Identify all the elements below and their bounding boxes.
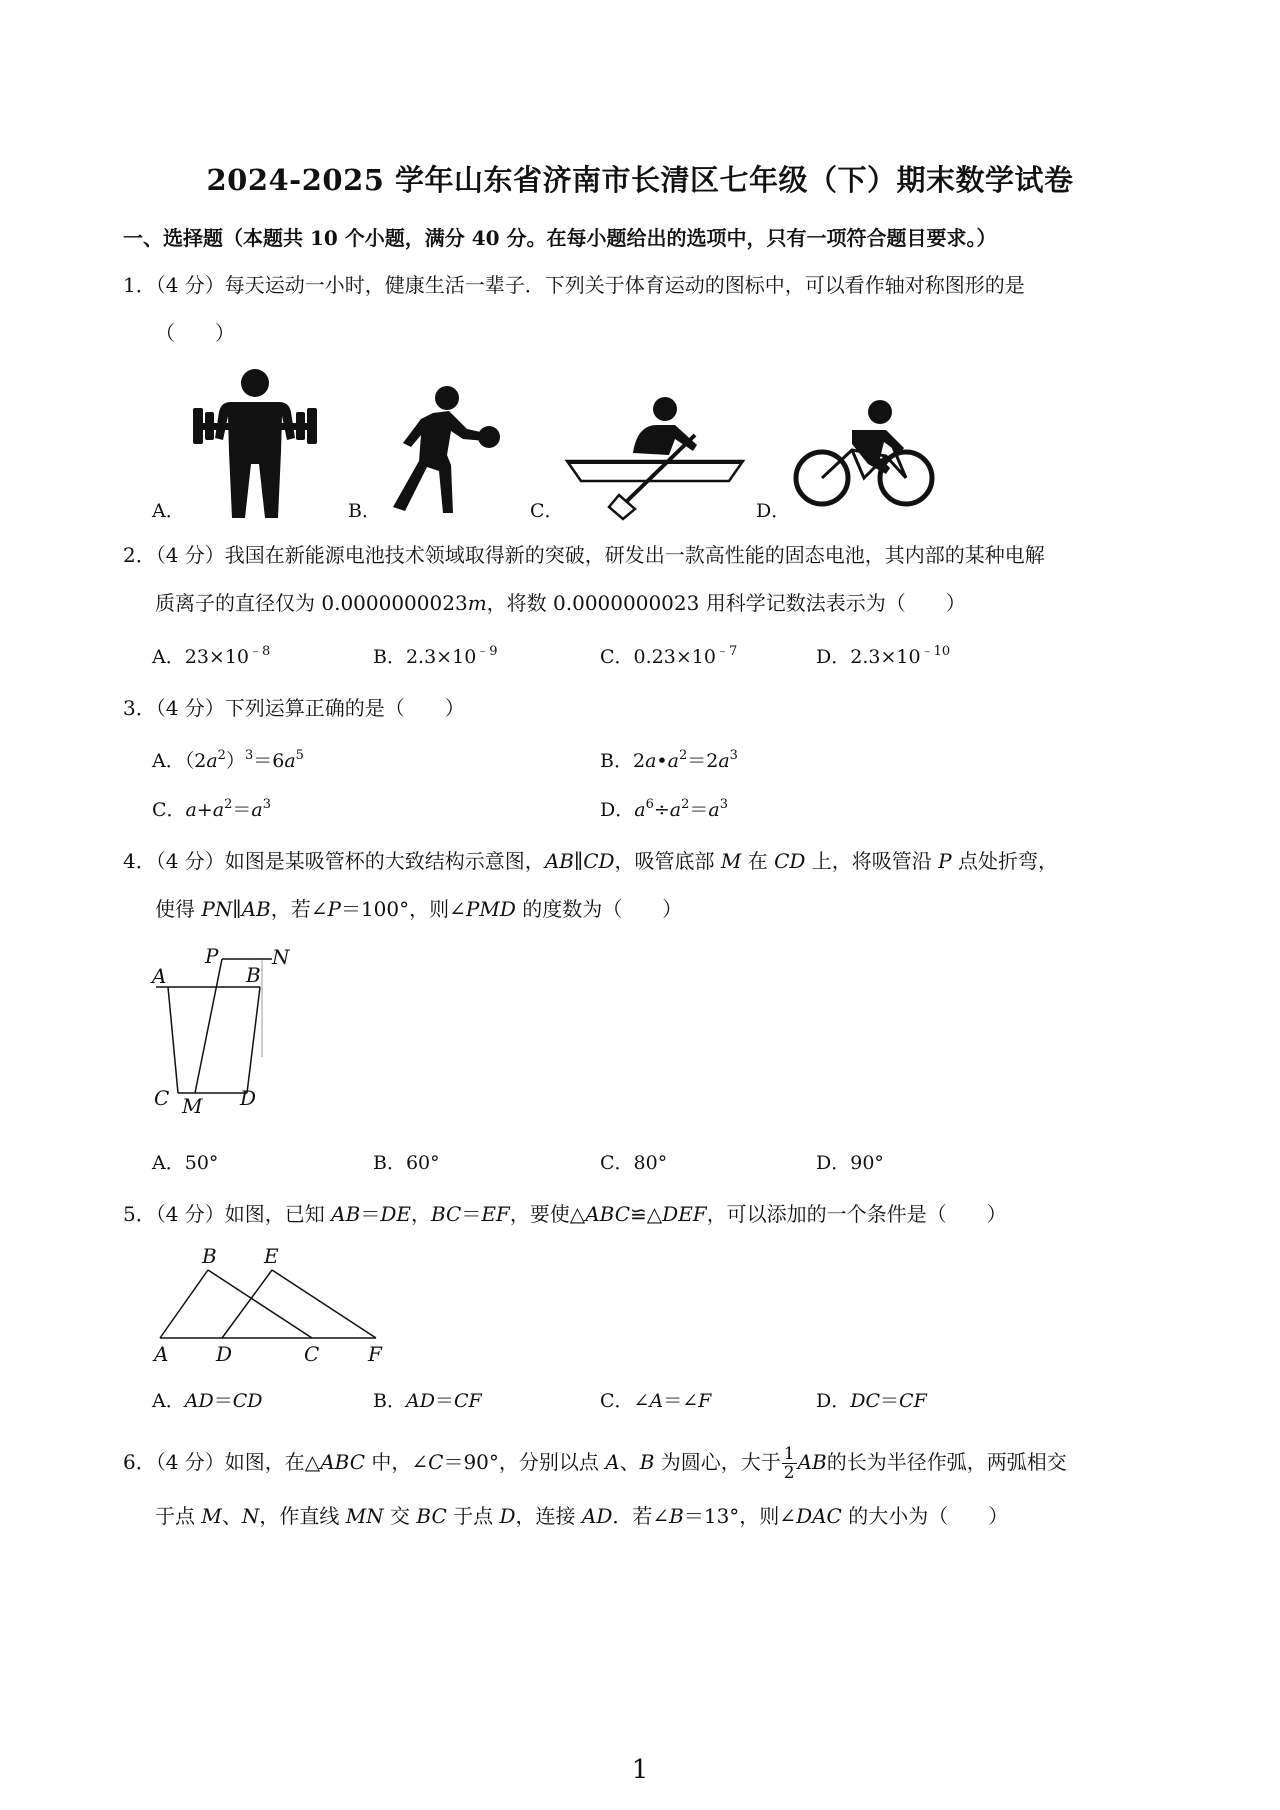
- q5-label-e: E: [264, 1244, 279, 1268]
- q4-option-c: C．80°: [600, 1152, 668, 1174]
- q2-option-d: D．$2.3\times 10^{﹣10}$: [816, 644, 951, 668]
- q3-option-d: D．$a^6\div a^2=a^3$: [600, 797, 728, 821]
- q1-option-d-label: D．: [756, 500, 791, 522]
- q1-option-a-label: A．: [152, 500, 185, 522]
- q6-stem-line1: 6．（4 分）如图，在△ABC 中，∠C＝90°，分别以点 A、B 为圆心，大于 $\frac{1}{2}$ AB的长为半径作弧，两弧相交: [123, 1444, 1067, 1483]
- q5-option-a: A．AD＝CD: [152, 1390, 263, 1412]
- weightlifting-icon: [185, 368, 325, 518]
- q4-label-n: N: [272, 945, 290, 969]
- cycling-icon: [792, 398, 937, 518]
- q2-option-c: C．$0.23\times 10^{﹣7}$: [600, 644, 738, 668]
- q5-triangles-figure: [150, 1245, 390, 1365]
- q4-label-a: A: [152, 964, 167, 988]
- q5-stem: 5．（4 分）如图，已知 AB＝DE，BC＝EF，要使△ABC≌△DEF，可以添加的一个条件是（ ）: [123, 1202, 1007, 1226]
- q5-label-f: F: [368, 1342, 382, 1366]
- q2-option-b: B．$2.3\times 10^{﹣9}$: [373, 644, 498, 668]
- q3-option-c: C．$a+a^2=a^3$: [152, 797, 272, 821]
- q1-answer-bracket: （ ）: [155, 321, 235, 345]
- q5-label-a: A: [154, 1342, 169, 1366]
- q4-option-b: B．60°: [373, 1152, 440, 1174]
- q2-stem-line1: 2．（4 分）我国在新能源电池技术领域取得新的突破，研发出一款高性能的固态电池，其内部的某种电解: [123, 543, 1045, 567]
- q5-label-d: D: [216, 1342, 233, 1366]
- q5-label-b: B: [202, 1244, 217, 1268]
- q3-stem: 3．（4 分）下列运算正确的是（ ）: [123, 696, 465, 720]
- q4-label-m: M: [182, 1094, 203, 1118]
- ball-game-icon: [385, 385, 505, 515]
- q1-option-b-label: B．: [348, 500, 381, 522]
- q6-fraction-half: $\frac{1}{2}$: [783, 1444, 795, 1483]
- q4-option-d: D．90°: [816, 1152, 884, 1174]
- q4-label-c: C: [154, 1086, 170, 1110]
- section-heading: 一、选择题（本题共 10 个小题，满分 40 分。在每小题给出的选项中，只有一项符合题目要求。）: [123, 226, 997, 250]
- q2-option-a: A．$23\times 10^{﹣8}$: [152, 644, 271, 668]
- q3-option-b: B．$2a•a^2=2a^3$: [600, 748, 738, 772]
- q4-stem-line2: 使得 PN∥AB，若∠P＝100°，则∠PMD 的度数为（ ）: [155, 897, 683, 921]
- q4-stem-line1: 4．（4 分）如图是某吸管杯的大致结构示意图，AB∥CD，吸管底部 M 在 CD 上，将吸管沿 P 点处折弯，: [123, 849, 1058, 873]
- q1-option-c-label: C．: [530, 500, 564, 522]
- q4-option-a: A．50°: [152, 1152, 219, 1174]
- rowing-icon: [565, 395, 745, 515]
- q5-option-b: B．AD＝CF: [373, 1390, 482, 1412]
- q4-label-d: D: [240, 1086, 257, 1110]
- q4-label-p: P: [205, 944, 219, 968]
- q4-cup-figure: [150, 945, 310, 1120]
- q6-stem-line2: 于点 M、N，作直线 MN 交 BC 于点 D，连接 AD．若∠B＝13°，则∠DAC 的大小为（ ）: [155, 1504, 1009, 1528]
- q2-stem-line2: 质离子的直径仅为 0.0000000023m，将数 0.0000000023 用科学记数法表示为（ ）: [155, 591, 966, 615]
- q4-label-b: B: [246, 963, 261, 987]
- q3-option-a: A．$(2a^2)^3=6a^5$: [152, 748, 304, 772]
- page-number: 1: [631, 1755, 649, 1785]
- q1-stem-line1: 1．（4 分）每天运动一小时，健康生活一辈子．下列关于体育运动的图标中，可以看作轴对称图形的是: [123, 273, 1025, 297]
- page-title: 2024-2025 学年山东省济南市长清区七年级（下）期末数学试卷: [206, 163, 1074, 197]
- q5-label-c: C: [304, 1342, 320, 1366]
- q5-option-c: C．∠A＝∠F: [600, 1390, 712, 1412]
- q5-option-d: D．DC＝CF: [816, 1390, 927, 1412]
